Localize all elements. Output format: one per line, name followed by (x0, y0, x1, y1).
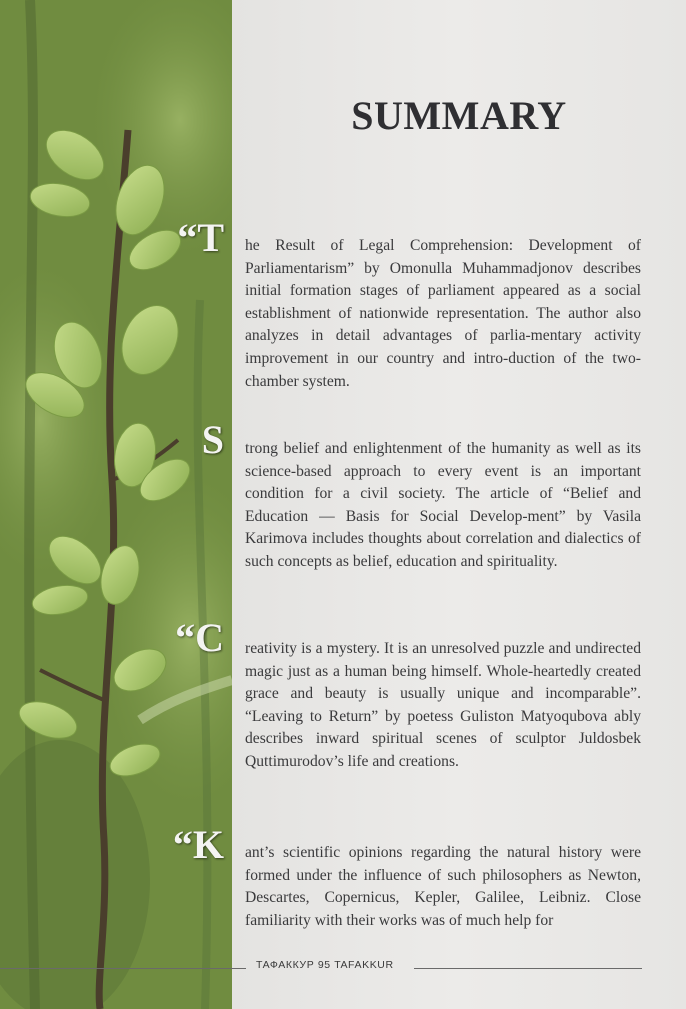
summary-paragraph: reativity is a mystery. It is an unresolved puzzle and undirected magic just as a human being himself. Whole-heartedly created grace and beauty is usually unique and incomparable”. “Leaving to Return” by poetess Guliston Matyoqubova ably describes inward spiritual scenes of sculptor Juldosbek Quttimurodov’s life and creations. (245, 640, 641, 770)
footer-rule-right (414, 968, 642, 969)
summary-paragraph: he Result of Legal Comprehension: Development of Parliamentarism” by Omonulla Muhammadjonov describes initial formation stages of parliament appeared as a social establishment of nationwide representation. The author also analyzes in detail advantages of parlia-mentary activity improvement in our country and intro-duction of the two-chamber system. (245, 237, 641, 390)
page-footer (0, 958, 686, 978)
drop-initial: S (201, 417, 224, 462)
drop-initial: “T (177, 215, 224, 260)
footer-rule-left (0, 968, 246, 969)
summary-paragraph: ant’s scientific opinions regarding the natural history were formed under the influence of such philosophers as Newton, Descartes, Copernicus, Kepler, Galilee, Leibniz. Close familiarity with their works was of much help for (245, 844, 641, 929)
summary-paragraph: trong belief and enlightenment of the humanity as well as its science-based approach to every event is an important condition for a civil society. The article of “Belief and Education — Basis for Social Develop-ment” by Vasila Karimova includes thoughts about correlation and dialectics of such concepts as belief, education and spirituality. (245, 440, 641, 570)
drop-initial: “K (172, 822, 224, 867)
footer-text: ТАФАККУР 95 TAFAKKUR (256, 959, 394, 971)
page-title: SUMMARY (351, 93, 567, 138)
drop-initial: “C (175, 615, 224, 660)
